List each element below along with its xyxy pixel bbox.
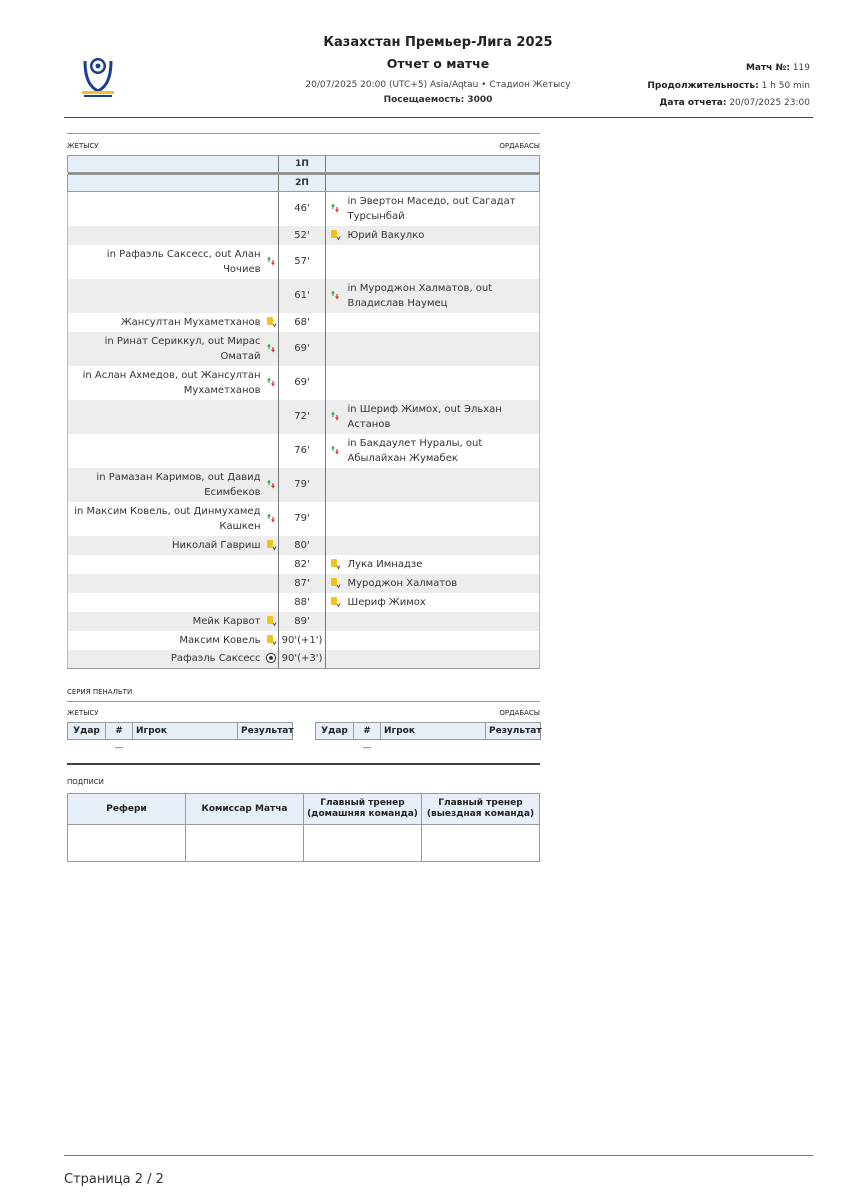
event-home-icon-cell <box>265 226 279 245</box>
event-home-text <box>68 593 265 612</box>
event-home-icon-cell <box>265 555 279 574</box>
substitution-icon <box>329 444 341 456</box>
substitution-icon <box>265 342 277 354</box>
event-minute: 61' <box>279 279 326 313</box>
event-home-icon-cell <box>265 279 279 313</box>
event-home-icon-cell <box>265 631 279 650</box>
event-row <box>68 279 540 313</box>
pen-col-kick: Удар <box>68 723 106 740</box>
event-row <box>68 245 540 279</box>
event-minute: 69' <box>279 366 326 400</box>
event-away-icon-cell <box>326 650 344 669</box>
away-team-label: ОРДАБАСЫ <box>499 142 540 150</box>
substitution-icon <box>265 478 277 490</box>
penalties-section-title: СЕРИЯ ПЕНАЛЬТИ <box>67 688 133 696</box>
league-title: Казахстан Премьер-Лига 2025 <box>323 35 553 50</box>
yellow-card-icon <box>265 316 277 328</box>
signatures-table <box>67 793 540 862</box>
penalties-away-team-label: ОРДАБАСЫ <box>499 709 540 717</box>
event-home-text: in Рамазан Каримов, out Давид Есимбеков <box>68 468 265 502</box>
home-team-label: ЖЕТЫСУ <box>67 142 99 150</box>
event-away-text: Юрий Вакулко <box>344 226 540 245</box>
event-away-icon-cell <box>326 536 344 555</box>
event-minute: 79' <box>279 468 326 502</box>
substitution-icon <box>329 410 341 422</box>
event-away-text: in Эвертон Маседо, out Сагадат Турсынбай <box>344 192 540 226</box>
event-home-icon-cell <box>265 536 279 555</box>
yellow-card-icon <box>265 634 277 646</box>
event-away-icon-cell <box>326 468 344 502</box>
event-home-text <box>68 574 265 593</box>
event-row <box>68 332 540 366</box>
event-minute: 46' <box>279 192 326 226</box>
event-away-icon-cell <box>326 245 344 279</box>
event-home-icon-cell <box>265 650 279 669</box>
events-top-divider <box>67 133 540 134</box>
penalties-away-table <box>315 722 541 756</box>
event-away-text <box>344 612 540 631</box>
event-minute: 69' <box>279 332 326 366</box>
event-home-text <box>68 226 265 245</box>
event-home-icon-cell <box>265 332 279 366</box>
sig-referee-box <box>68 825 186 862</box>
substitution-icon <box>265 376 277 388</box>
yellow-card-icon <box>329 577 341 589</box>
event-row <box>68 434 540 468</box>
second-half-row <box>68 175 540 192</box>
event-minute: 72' <box>279 400 326 434</box>
event-away-text <box>344 313 540 332</box>
event-minute: 82' <box>279 555 326 574</box>
pen-col-player: Игрок <box>381 723 486 740</box>
pen-home-empty: — <box>114 743 124 753</box>
yellow-card-icon <box>265 615 277 627</box>
event-row <box>68 593 540 612</box>
event-minute: 80' <box>279 536 326 555</box>
report-title: Отчет о матче <box>386 56 490 71</box>
penalties-home-table <box>67 722 293 756</box>
first-half-row <box>68 156 540 173</box>
event-home-text <box>68 400 265 434</box>
first-half-label: 1П <box>279 156 326 173</box>
event-row <box>68 192 540 226</box>
event-row <box>68 400 540 434</box>
event-home-icon-cell <box>265 574 279 593</box>
event-row <box>68 612 540 631</box>
event-home-icon-cell <box>265 313 279 332</box>
event-away-icon-cell <box>326 612 344 631</box>
event-away-text <box>344 366 540 400</box>
event-home-text: Жансултан Мухаметханов <box>68 313 265 332</box>
event-home-icon-cell <box>265 366 279 400</box>
event-home-icon-cell <box>265 192 279 226</box>
event-away-text: in Бакдаулет Нуралы, out Абылайхан Жумабек <box>344 434 540 468</box>
event-home-text: Николай Гавриш <box>68 536 265 555</box>
pen-col-number: # <box>106 723 133 740</box>
report-date: Дата отчета: 20/07/2025 23:00 <box>659 98 810 108</box>
event-home-text <box>68 279 265 313</box>
event-away-text <box>344 245 540 279</box>
event-away-text <box>344 332 540 366</box>
penalties-top-divider <box>67 701 540 702</box>
event-row <box>68 555 540 574</box>
event-home-text: in Ринат Сериккул, out Мирас Оматай <box>68 332 265 366</box>
event-away-icon-cell <box>326 192 344 226</box>
event-away-text: in Муроджон Халматов, out Владислав Наумец <box>344 279 540 313</box>
event-away-text: in Шериф Жимох, out Эльхан Астанов <box>344 400 540 434</box>
event-home-text: Мейк Карвот <box>68 612 265 631</box>
event-home-icon-cell <box>265 502 279 536</box>
event-home-icon-cell <box>265 612 279 631</box>
sig-col-away-coach: Главный тренер (выездная команда) <box>422 794 540 825</box>
event-home-text: in Максим Ковель, out Динмухамед Кашкен <box>68 502 265 536</box>
event-row <box>68 313 540 332</box>
event-minute: 90'(+3') <box>279 650 326 669</box>
penalties-home-team-label: ЖЕТЫСУ <box>67 709 99 717</box>
event-away-text: Муроджон Халматов <box>344 574 540 593</box>
event-away-icon-cell <box>326 366 344 400</box>
match-events-table <box>67 155 540 669</box>
pen-col-player: Игрок <box>133 723 238 740</box>
event-home-text <box>68 434 265 468</box>
goal-icon <box>265 652 277 664</box>
sig-home-coach-box <box>304 825 422 862</box>
event-row <box>68 631 540 650</box>
signatures-section-title: ПОДПИСИ <box>67 778 104 786</box>
event-home-text <box>68 555 265 574</box>
yellow-card-icon <box>329 558 341 570</box>
event-row <box>68 502 540 536</box>
event-home-text: Максим Ковель <box>68 631 265 650</box>
event-home-text: Рафаэль Саксесс <box>68 650 265 669</box>
event-minute: 88' <box>279 593 326 612</box>
event-home-icon-cell <box>265 434 279 468</box>
event-away-icon-cell <box>326 400 344 434</box>
event-away-text: Лука Имнадзе <box>344 555 540 574</box>
attendance: Посещаемость: 3000 <box>383 95 493 105</box>
header-divider <box>64 117 813 118</box>
match-number: Матч №: 119 <box>745 63 810 73</box>
pen-col-result: Результат <box>486 723 541 740</box>
event-minute: 87' <box>279 574 326 593</box>
event-minute: 76' <box>279 434 326 468</box>
footer-divider <box>64 1155 813 1156</box>
event-away-text <box>344 650 540 669</box>
event-home-icon-cell <box>265 468 279 502</box>
sig-col-referee: Рефери <box>68 794 186 825</box>
sig-away-coach-box <box>422 825 540 862</box>
event-away-icon-cell <box>326 502 344 536</box>
pen-col-kick: Удар <box>316 723 354 740</box>
event-minute: 57' <box>279 245 326 279</box>
event-minute: 79' <box>279 502 326 536</box>
event-row <box>68 650 540 669</box>
event-minute: 89' <box>279 612 326 631</box>
event-row <box>68 536 540 555</box>
event-away-text <box>344 502 540 536</box>
event-away-icon-cell <box>326 631 344 650</box>
event-away-icon-cell <box>326 332 344 366</box>
event-away-icon-cell <box>326 574 344 593</box>
substitution-icon <box>265 255 277 267</box>
pen-col-number: # <box>354 723 381 740</box>
event-away-text: Шериф Жимох <box>344 593 540 612</box>
event-home-icon-cell <box>265 245 279 279</box>
event-away-text <box>344 468 540 502</box>
yellow-card-icon <box>329 229 341 241</box>
event-row <box>68 226 540 245</box>
event-away-icon-cell <box>326 555 344 574</box>
event-home-icon-cell <box>265 400 279 434</box>
event-home-text: in Рафаэль Саксесс, out Алан Чочиев <box>68 245 265 279</box>
event-minute: 68' <box>279 313 326 332</box>
event-away-text <box>344 536 540 555</box>
sig-col-home-coach: Главный тренер (домашняя команда) <box>304 794 422 825</box>
penalties-bottom-divider <box>67 763 540 765</box>
event-minute: 90'(+1') <box>279 631 326 650</box>
pen-away-empty: — <box>362 743 372 753</box>
pen-col-result: Результат <box>238 723 293 740</box>
sig-col-commissioner: Комиссар Матча <box>186 794 304 825</box>
event-away-text <box>344 631 540 650</box>
event-home-icon-cell <box>265 593 279 612</box>
page-number: Страница 2 / 2 <box>64 1172 164 1187</box>
event-away-icon-cell <box>326 593 344 612</box>
event-row <box>68 574 540 593</box>
sig-commissioner-box <box>186 825 304 862</box>
event-away-icon-cell <box>326 279 344 313</box>
second-half-label: 2П <box>279 175 326 192</box>
event-row <box>68 468 540 502</box>
yellow-card-icon <box>329 596 341 608</box>
substitution-icon <box>329 289 341 301</box>
match-datetime-venue: 20/07/2025 20:00 (UTC+5) Asia/Aqtau • Стадион Жетысу <box>305 80 571 90</box>
match-duration: Продолжительность: 1 h 50 min <box>647 81 810 91</box>
event-home-text: in Аслан Ахмедов, out Жансултан Мухаметханов <box>68 366 265 400</box>
yellow-card-icon <box>265 539 277 551</box>
event-away-icon-cell <box>326 226 344 245</box>
event-row <box>68 366 540 400</box>
event-away-icon-cell <box>326 434 344 468</box>
event-minute: 52' <box>279 226 326 245</box>
event-home-text <box>68 192 265 226</box>
substitution-icon <box>329 202 341 214</box>
substitution-icon <box>265 512 277 524</box>
event-away-icon-cell <box>326 313 344 332</box>
